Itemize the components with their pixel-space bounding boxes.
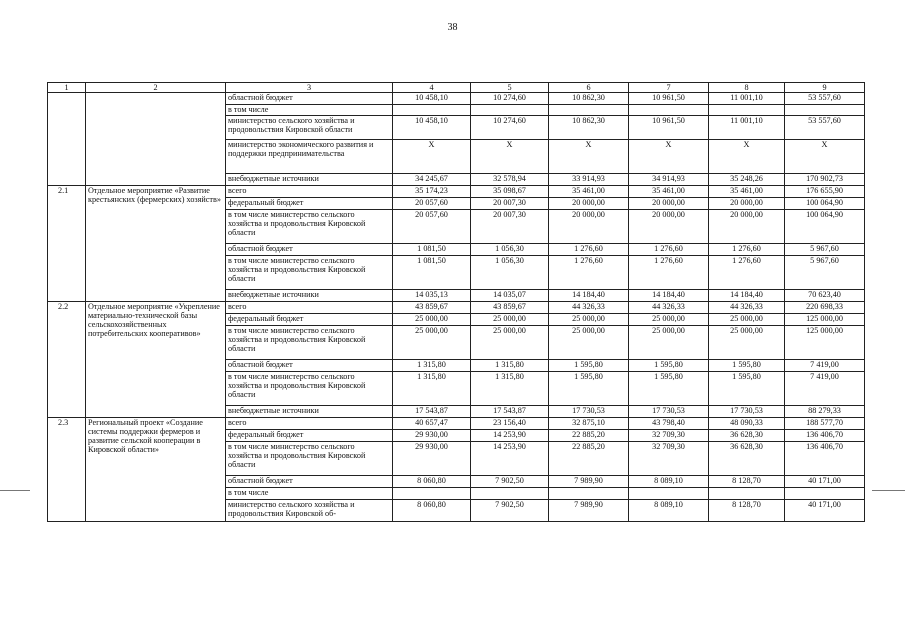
amount-cell: 14 035,07 (471, 290, 549, 302)
amount-cell: 14 253,90 (471, 430, 549, 442)
item-name: Отдельное мероприятие «Развитие крестьянских (фермерских) хозяйств» (86, 186, 226, 302)
amount-cell: 20 000,00 (549, 210, 629, 244)
funding-source-label: федеральный бюджет (226, 314, 393, 326)
header-cell: 7 (629, 83, 709, 93)
page-number: 38 (447, 22, 458, 33)
amount-cell: 20 057,60 (393, 198, 471, 210)
header-cell: 6 (549, 83, 629, 93)
amount-cell: 43 859,67 (393, 302, 471, 314)
amount-cell: X (471, 140, 549, 174)
funding-source-label: министерство сельского хозяйства и продовольствия Кировской об- (226, 500, 393, 522)
funding-source-label: в том числе министерство сельского хозяйства и продовольствия Кировской области (226, 442, 393, 476)
amount-cell: 7 902,50 (471, 476, 549, 488)
table-row (48, 186, 865, 198)
amount-cell: 1 276,60 (629, 256, 709, 290)
item-index: 2.2 (48, 302, 86, 418)
amount-cell: 36 628,30 (709, 442, 785, 476)
funding-source-label: всего (226, 302, 393, 314)
amount-cell: X (709, 140, 785, 174)
amount-cell: 25 000,00 (393, 326, 471, 360)
amount-cell: 20 000,00 (629, 198, 709, 210)
amount-cell: 32 709,30 (629, 442, 709, 476)
amount-cell: 22 885,20 (549, 430, 629, 442)
amount-cell (709, 105, 785, 116)
amount-cell: 17 543,87 (471, 406, 549, 418)
amount-cell: 32 875,10 (549, 418, 629, 430)
amount-cell: X (549, 140, 629, 174)
header-cell: 4 (393, 83, 471, 93)
amount-cell: 1 595,80 (709, 372, 785, 406)
amount-cell: X (785, 140, 865, 174)
amount-cell (393, 105, 471, 116)
header-cell: 8 (709, 83, 785, 93)
amount-cell: 20 000,00 (549, 198, 629, 210)
funding-source-label: в том числе министерство сельского хозяйства и продовольствия Кировской области (226, 256, 393, 290)
funding-source-label: в том числе (226, 105, 393, 116)
amount-cell: 17 543,87 (393, 406, 471, 418)
amount-cell: 7 419,00 (785, 360, 865, 372)
funding-source-label: федеральный бюджет (226, 430, 393, 442)
amount-cell: 5 967,60 (785, 244, 865, 256)
amount-cell: 1 595,80 (549, 360, 629, 372)
amount-cell: 10 458,10 (393, 116, 471, 140)
amount-cell: 20 000,00 (709, 210, 785, 244)
amount-cell: 8 128,70 (709, 500, 785, 522)
amount-cell: 29 930,00 (393, 430, 471, 442)
amount-cell: 1 276,60 (629, 244, 709, 256)
amount-cell: 125 000,00 (785, 314, 865, 326)
amount-cell: 14 035,13 (393, 290, 471, 302)
amount-cell (629, 105, 709, 116)
amount-cell: 32 578,94 (471, 174, 549, 186)
amount-cell: 1 081,50 (393, 244, 471, 256)
amount-cell: 1 315,80 (393, 372, 471, 406)
funding-source-label: внебюджетные источники (226, 406, 393, 418)
amount-cell: 11 001,10 (709, 93, 785, 105)
item-index: 2.1 (48, 186, 86, 302)
amount-cell: 1 056,30 (471, 244, 549, 256)
amount-cell: 35 248,26 (709, 174, 785, 186)
amount-cell: 25 000,00 (549, 326, 629, 360)
amount-cell: 10 862,30 (549, 93, 629, 105)
amount-cell: 1 056,30 (471, 256, 549, 290)
amount-cell: 136 406,70 (785, 430, 865, 442)
item-name: Региональный проект «Создание системы поддержки фермеров и развитие сельской кооперации в Кировской области» (86, 418, 226, 522)
amount-cell: 48 090,33 (709, 418, 785, 430)
amount-cell: 70 623,40 (785, 290, 865, 302)
amount-cell: 44 326,33 (709, 302, 785, 314)
amount-cell: 35 461,00 (629, 186, 709, 198)
amount-cell (785, 488, 865, 500)
amount-cell: 8 128,70 (709, 476, 785, 488)
amount-cell: 40 657,47 (393, 418, 471, 430)
amount-cell: 10 274,60 (471, 116, 549, 140)
amount-cell: X (629, 140, 709, 174)
header-cell: 2 (86, 83, 226, 93)
table-row (48, 418, 865, 430)
left-margin-mark (0, 490, 30, 491)
amount-cell: 33 914,93 (549, 174, 629, 186)
amount-cell: 23 156,40 (471, 418, 549, 430)
amount-cell: 22 885,20 (549, 442, 629, 476)
amount-cell: 25 000,00 (629, 314, 709, 326)
amount-cell: 10 862,30 (549, 116, 629, 140)
amount-cell: 35 461,00 (709, 186, 785, 198)
table-row (48, 302, 865, 314)
amount-cell: 1 595,80 (549, 372, 629, 406)
amount-cell (785, 105, 865, 116)
amount-cell (709, 488, 785, 500)
amount-cell: 170 902,73 (785, 174, 865, 186)
item-index (48, 93, 86, 186)
amount-cell: 1 276,60 (549, 244, 629, 256)
amount-cell: 1 081,50 (393, 256, 471, 290)
amount-cell: 44 326,33 (629, 302, 709, 314)
amount-cell: 10 274,60 (471, 93, 549, 105)
funding-source-label: областной бюджет (226, 93, 393, 105)
funding-source-label: в том числе (226, 488, 393, 500)
funding-source-label: федеральный бюджет (226, 198, 393, 210)
amount-cell: 14 184,40 (629, 290, 709, 302)
amount-cell: 100 064,90 (785, 210, 865, 244)
amount-cell: 1 595,80 (629, 372, 709, 406)
header-cell: 9 (785, 83, 865, 93)
amount-cell: 34 914,93 (629, 174, 709, 186)
funding-source-label: министерство сельского хозяйства и продовольствия Кировской области (226, 116, 393, 140)
amount-cell: 188 577,70 (785, 418, 865, 430)
table-row (48, 93, 865, 105)
amount-cell: 44 326,33 (549, 302, 629, 314)
amount-cell: 7 989,90 (549, 476, 629, 488)
amount-cell: 8 060,80 (393, 500, 471, 522)
right-margin-mark (872, 490, 905, 491)
amount-cell: 53 557,60 (785, 116, 865, 140)
amount-cell: 36 628,30 (709, 430, 785, 442)
amount-cell: 20 007,30 (471, 210, 549, 244)
amount-cell: 34 245,67 (393, 174, 471, 186)
amount-cell: 1 276,60 (549, 256, 629, 290)
amount-cell: 25 000,00 (629, 326, 709, 360)
amount-cell: X (393, 140, 471, 174)
amount-cell: 25 000,00 (471, 314, 549, 326)
amount-cell: 11 001,10 (709, 116, 785, 140)
amount-cell: 25 000,00 (709, 314, 785, 326)
amount-cell: 40 171,00 (785, 476, 865, 488)
amount-cell: 100 064,90 (785, 198, 865, 210)
amount-cell: 125 000,00 (785, 326, 865, 360)
header-cell: 5 (471, 83, 549, 93)
item-name (86, 93, 226, 186)
amount-cell: 88 279,33 (785, 406, 865, 418)
funding-source-label: внебюджетные источники (226, 174, 393, 186)
amount-cell (393, 488, 471, 500)
amount-cell (549, 105, 629, 116)
header-cell: 3 (226, 83, 393, 93)
funding-source-label: в том числе министерство сельского хозяйства и продовольствия Кировской области (226, 210, 393, 244)
amount-cell: 10 458,10 (393, 93, 471, 105)
amount-cell: 40 171,00 (785, 500, 865, 522)
amount-cell: 29 930,00 (393, 442, 471, 476)
funding-source-label: областной бюджет (226, 360, 393, 372)
amount-cell: 136 406,70 (785, 442, 865, 476)
amount-cell: 8 060,80 (393, 476, 471, 488)
funding-source-label: в том числе министерство сельского хозяйства и продовольствия Кировской области (226, 326, 393, 360)
amount-cell: 14 184,40 (709, 290, 785, 302)
funding-source-label: всего (226, 186, 393, 198)
amount-cell: 1 595,80 (709, 360, 785, 372)
amount-cell: 43 859,67 (471, 302, 549, 314)
amount-cell (549, 488, 629, 500)
header-cell: 1 (48, 83, 86, 93)
amount-cell: 1 276,60 (709, 256, 785, 290)
amount-cell: 1 315,80 (393, 360, 471, 372)
amount-cell: 53 557,60 (785, 93, 865, 105)
amount-cell: 25 000,00 (471, 326, 549, 360)
amount-cell: 10 961,50 (629, 116, 709, 140)
amount-cell: 7 419,00 (785, 372, 865, 406)
amount-cell: 1 315,80 (471, 360, 549, 372)
amount-cell: 25 000,00 (709, 326, 785, 360)
funding-source-label: в том числе министерство сельского хозяйства и продовольствия Кировской области (226, 372, 393, 406)
funding-source-label: всего (226, 418, 393, 430)
funding-source-label: внебюджетные источники (226, 290, 393, 302)
amount-cell: 1 276,60 (709, 244, 785, 256)
amount-cell: 20 000,00 (629, 210, 709, 244)
amount-cell: 7 902,50 (471, 500, 549, 522)
amount-cell: 1 595,80 (629, 360, 709, 372)
amount-cell: 25 000,00 (393, 314, 471, 326)
amount-cell (629, 488, 709, 500)
header-row (48, 83, 865, 93)
amount-cell: 43 798,40 (629, 418, 709, 430)
amount-cell: 14 184,40 (549, 290, 629, 302)
amount-cell: 32 709,30 (629, 430, 709, 442)
amount-cell: 10 961,50 (629, 93, 709, 105)
amount-cell: 14 253,90 (471, 442, 549, 476)
amount-cell: 5 967,60 (785, 256, 865, 290)
amount-cell: 8 089,10 (629, 500, 709, 522)
amount-cell: 35 098,67 (471, 186, 549, 198)
amount-cell: 20 007,30 (471, 198, 549, 210)
amount-cell: 20 057,60 (393, 210, 471, 244)
amount-cell: 17 730,53 (549, 406, 629, 418)
amount-cell: 35 174,23 (393, 186, 471, 198)
funding-source-label: областной бюджет (226, 476, 393, 488)
amount-cell: 8 089,10 (629, 476, 709, 488)
amount-cell: 220 698,33 (785, 302, 865, 314)
amount-cell: 17 730,53 (629, 406, 709, 418)
funding-table (47, 82, 865, 522)
amount-cell (471, 488, 549, 500)
amount-cell: 25 000,00 (549, 314, 629, 326)
item-name: Отдельное мероприятие «Укрепление материально-технической базы сельскохозяйственных потребительских кооперативов» (86, 302, 226, 418)
item-index: 2.3 (48, 418, 86, 522)
amount-cell: 176 655,90 (785, 186, 865, 198)
funding-source-label: министерство экономического развития и поддержки предпринимательства (226, 140, 393, 174)
amount-cell: 35 461,00 (549, 186, 629, 198)
amount-cell: 17 730,53 (709, 406, 785, 418)
amount-cell: 7 989,90 (549, 500, 629, 522)
funding-source-label: областной бюджет (226, 244, 393, 256)
amount-cell: 1 315,80 (471, 372, 549, 406)
amount-cell: 20 000,00 (709, 198, 785, 210)
amount-cell (471, 105, 549, 116)
